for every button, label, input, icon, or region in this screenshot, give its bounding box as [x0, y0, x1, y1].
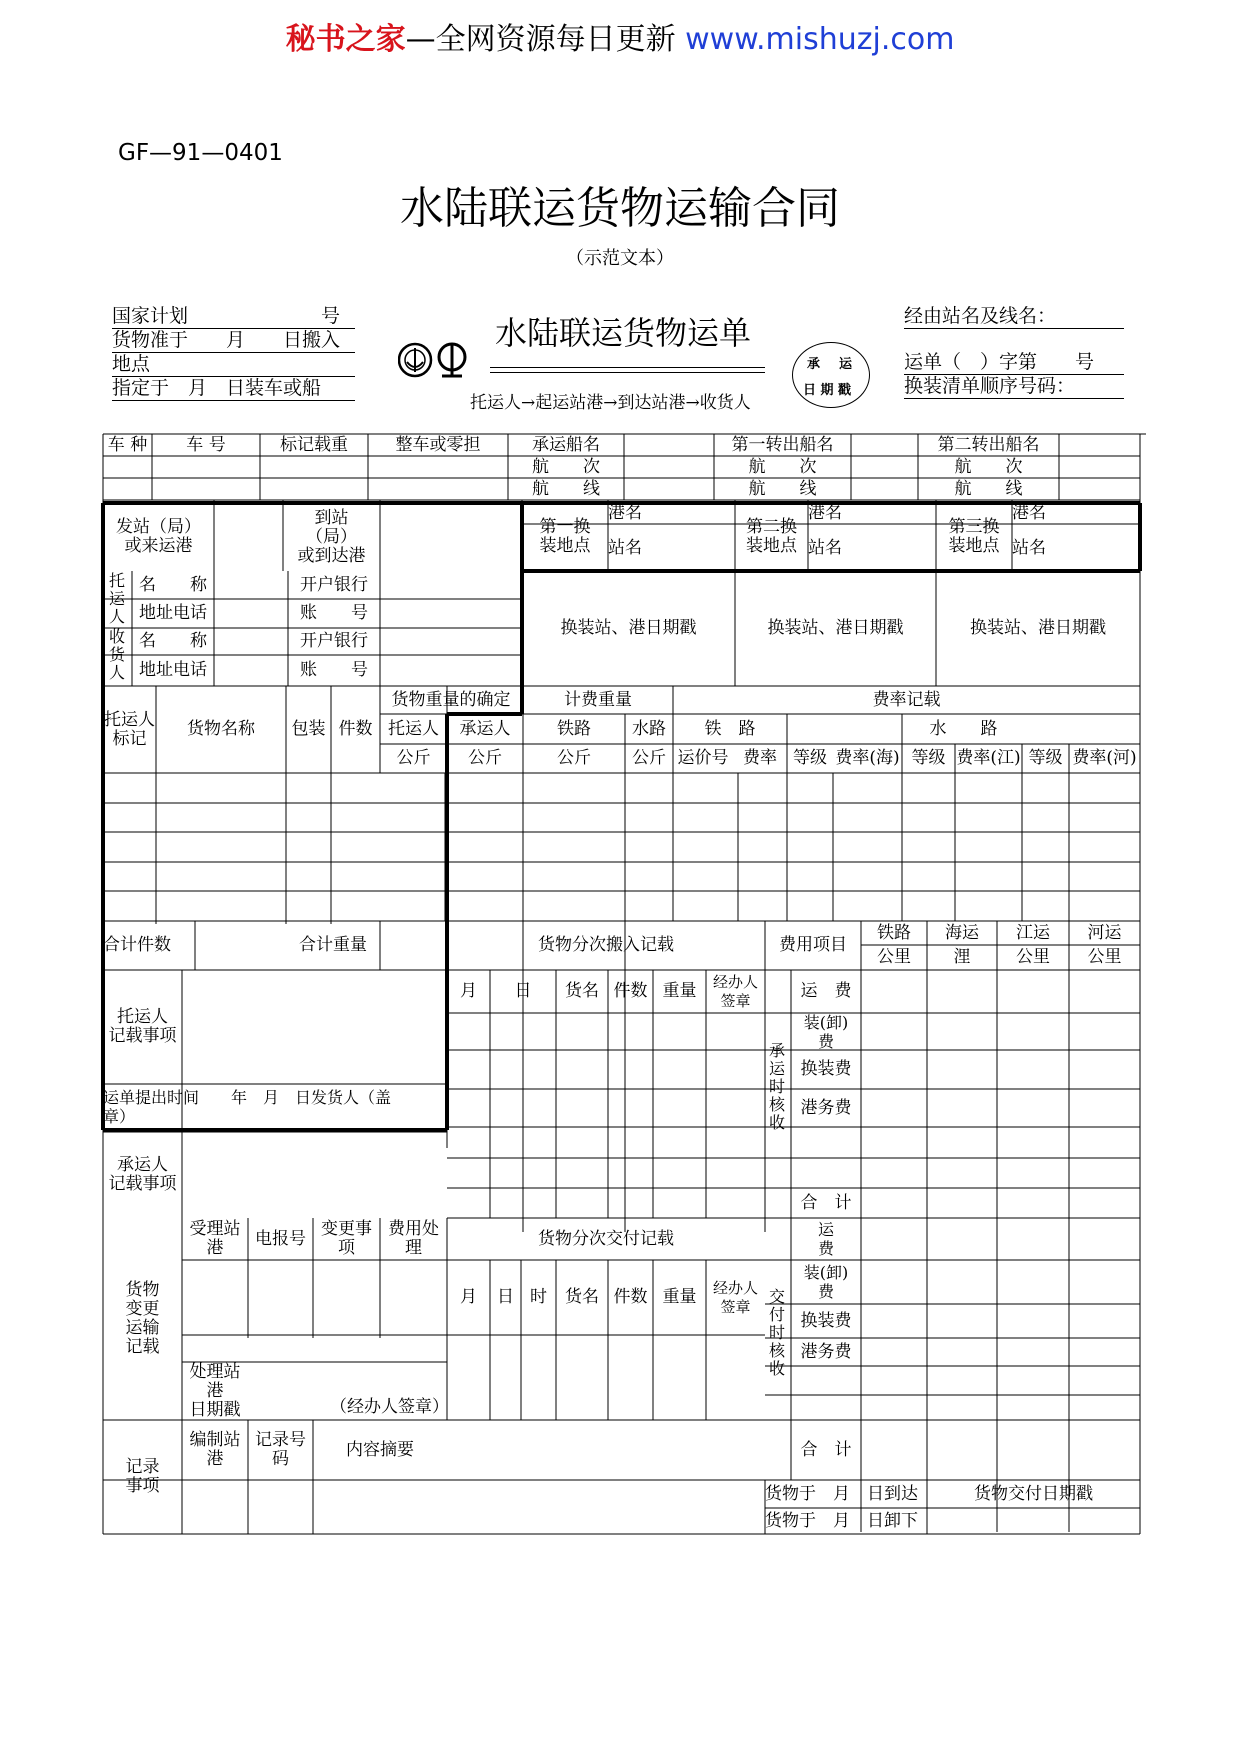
consignee-name-label: 名 称 — [139, 631, 207, 651]
plan-number-field[interactable]: 国家计划 号 — [112, 305, 355, 329]
location-field[interactable]: 地点 — [112, 353, 355, 377]
rate-river-label: 费率(江) — [956, 748, 1021, 768]
consignee-vertical-label: 收 货 人 — [108, 627, 125, 682]
transfer-station-label: 站名 — [808, 537, 842, 558]
weight-shipper-label: 托运人 — [388, 718, 439, 739]
billing-water-label: 水路 — [632, 718, 666, 739]
change-record-label: 货物 变更 运输 记载 — [125, 1280, 160, 1357]
port-fee-label: 港务费 — [800, 1097, 852, 1118]
port-fee-label: 港务费 — [800, 1341, 852, 1362]
total-fee-label: 合 计 — [800, 1439, 852, 1460]
col-car-type: 车 种 — [107, 434, 148, 455]
rate-sea-label: 费率(海) — [835, 748, 900, 768]
total-weight-label: 合计重量 — [299, 935, 367, 955]
transfer-port-label: 港名 — [608, 503, 642, 523]
fee-item-label: 费用项目 — [779, 935, 847, 955]
goods-label: 货名 — [565, 981, 599, 1001]
consignee-account-label: 账 号 — [300, 660, 368, 680]
handler-sign-label: 经办人 签章 — [712, 1278, 758, 1316]
handler-sign-label: 经办人 签章 — [712, 972, 758, 1010]
km-label: 公里 — [877, 947, 911, 967]
transfer-point-2: 第二换 装地点 — [746, 517, 797, 556]
fee-river-label: 江运 — [1016, 922, 1050, 943]
voyage-label: 航 次 — [532, 456, 600, 477]
carrier-check-vertical-label: 承 运 时 核 收 — [768, 1041, 785, 1132]
freight-class-label: 运价号 — [677, 748, 729, 768]
arrival-station-label: 到站 （局） 或到达港 — [297, 507, 366, 566]
banner-slogan: —全网资源每日更新 — [405, 22, 686, 57]
total-count-label: 合计件数 — [103, 935, 171, 955]
delivery-record-label: 货物分次交付记载 — [538, 1228, 674, 1249]
shipper-address-label: 地址电话 — [139, 603, 207, 623]
transfer-port-label: 港名 — [808, 503, 842, 523]
move-in-date-field[interactable]: 货物准于 月 日搬入 — [112, 329, 355, 353]
loading-fee-label: 装(卸) 费 — [803, 1012, 849, 1051]
grade-label: 等级 — [793, 748, 827, 768]
stamp-char: 承 — [807, 357, 821, 372]
freight-fee-label: 运 费 — [800, 981, 852, 1001]
rate-label: 费率 — [743, 748, 777, 768]
loading-date-field[interactable]: 指定于 月 日装车或船 — [112, 377, 355, 401]
nmi-label: 浬 — [953, 947, 971, 967]
processing-stamp-label: 处理站港 日期戳 — [189, 1361, 241, 1420]
col-load-type: 整车或零担 — [395, 434, 481, 455]
stamp-label: 日 期 戳 — [803, 383, 852, 398]
day-label: 日 — [514, 981, 532, 1001]
delivery-stamp-label: 货物交付日期戳 — [974, 1483, 1093, 1504]
shipper-mark-label: 托运人 标记 — [104, 709, 155, 749]
shipper-notes-label: 托运人 记载事项 — [108, 1007, 177, 1046]
consignee-address-label: 地址电话 — [139, 660, 207, 680]
col-rated-load: 标记载重 — [280, 434, 348, 455]
shipper-name-label: 名 称 — [139, 574, 207, 595]
content-summary-label: 内容摘要 — [346, 1439, 414, 1460]
weight-carrier-label: 承运人 — [459, 718, 511, 739]
transfer-point-3: 第三换 装地点 — [948, 517, 1000, 556]
kg-label: 公斤 — [557, 748, 591, 768]
waybill-route: 托运人→起运站港→到达站港→收货人 — [470, 393, 751, 413]
goods-label: 货名 — [565, 1287, 599, 1307]
transfer-port-label: 港名 — [1012, 503, 1046, 523]
weight-label: 重量 — [662, 981, 697, 1001]
goods-name-label: 货物名称 — [187, 719, 255, 739]
contract-code: GF—91—0401 — [118, 140, 283, 166]
fee-sea-label: 海运 — [945, 922, 979, 943]
document-subtitle: （示范文本） — [566, 248, 674, 269]
weight-label: 重量 — [662, 1287, 697, 1307]
loading-fee-label: 装(卸) 费 — [803, 1263, 849, 1301]
unload-date-label: 货物于 月 日卸下 — [765, 1510, 918, 1531]
route-station-field[interactable]: 经由站名及线名： — [904, 305, 1124, 329]
submit-time-label: 运单提出时间 年 月 日发货人（盖 章） — [103, 1088, 392, 1126]
fee-handling-label: 费用处理 — [388, 1219, 439, 1258]
transfer-date-stamp: 换装站、港日期戳 — [560, 618, 697, 638]
transfer-date-stamp: 换装站、港日期戳 — [767, 618, 904, 638]
grade-label: 等级 — [1028, 748, 1063, 768]
consignee-bank-label: 开户银行 — [300, 631, 368, 651]
carrier-notes-label: 承运人 记载事项 — [108, 1155, 177, 1194]
accepting-station-label: 受理站港 — [189, 1219, 241, 1258]
rate-river-label: 费率(河) — [1072, 748, 1137, 768]
route-line-label: 航 线 — [954, 478, 1023, 499]
day-label: 日 — [497, 1287, 514, 1307]
change-item-label: 变更事项 — [321, 1219, 372, 1258]
shipper-account-label: 账 号 — [300, 603, 368, 623]
telegram-no-label: 电报号 — [255, 1228, 306, 1249]
col-ship-name: 承运船名 — [532, 434, 600, 455]
transfer-fee-label: 换装费 — [800, 1059, 852, 1079]
kg-label: 公斤 — [468, 748, 502, 768]
rail-rate-label: 铁 路 — [704, 718, 756, 739]
count-label: 件数 — [613, 981, 648, 1001]
col-car-number: 车 号 — [186, 434, 226, 455]
transfer-date-stamp: 换装站、港日期戳 — [970, 618, 1106, 638]
banner-brand: 秘书之家 — [285, 22, 406, 57]
arrival-date-label: 货物于 月 日到达 — [765, 1483, 918, 1504]
kg-label: 公斤 — [396, 748, 431, 768]
weight-confirm-label: 货物重量的确定 — [391, 689, 511, 710]
waybill-number-field[interactable]: 运单（ ）字第 号 — [904, 351, 1124, 375]
delivery-check-vertical-label: 交 付 时 核 收 — [768, 1287, 785, 1378]
record-station-label: 编制站港 — [189, 1430, 241, 1469]
col-second-ship: 第二转出船名 — [937, 434, 1040, 455]
packing-label: 包装 — [291, 719, 326, 739]
transfer-list-field[interactable]: 换装清单顺序号码： — [904, 375, 1124, 399]
kg-label: 公斤 — [632, 748, 666, 768]
km-label: 公里 — [1087, 947, 1122, 967]
piece-count-label: 件数 — [338, 719, 373, 739]
col-first-ship: 第一转出船名 — [731, 434, 834, 455]
transfer-station-label: 站名 — [608, 537, 642, 558]
billing-weight-label: 计费重量 — [564, 689, 632, 710]
waybill-title: 水陆联运货物运单 — [495, 314, 752, 352]
count-label: 件数 — [613, 1287, 648, 1307]
departure-station-label: 发站（局） 或来运港 — [116, 517, 201, 556]
total-fee-label: 合 计 — [800, 1192, 852, 1213]
km-label: 公里 — [1016, 947, 1050, 967]
month-label: 月 — [460, 981, 477, 1001]
water-rate-label: 水 路 — [929, 718, 998, 739]
transfer-point-1: 第一换 装地点 — [539, 517, 591, 556]
banner-url[interactable]: www.mishuzj.com — [685, 22, 955, 57]
rate-record-label: 费率记载 — [872, 689, 941, 710]
shipper-vertical-label: 托 运 人 — [108, 571, 125, 626]
record-number-label: 记录号码 — [255, 1430, 306, 1469]
route-line-label: 航 线 — [748, 478, 817, 499]
shipper-bank-label: 开户银行 — [300, 574, 368, 595]
transfer-fee-label: 换装费 — [800, 1310, 852, 1331]
transfer-station-label: 站名 — [1012, 537, 1046, 558]
handler-signature-label: （经办人签章） — [330, 1397, 449, 1417]
stamp-char: 运 — [839, 357, 853, 372]
month-label: 月 — [460, 1287, 477, 1307]
hour-label: 时 — [530, 1287, 547, 1307]
grade-label: 等级 — [911, 748, 946, 768]
record-items-label: 记录 事项 — [125, 1457, 160, 1496]
billing-rail-label: 铁路 — [557, 718, 591, 739]
fee-river-label: 河运 — [1087, 922, 1122, 943]
load-record-label: 货物分次搬入记载 — [538, 935, 674, 955]
voyage-label: 航 次 — [954, 456, 1023, 477]
document-title: 水陆联运货物运输合同 — [400, 183, 840, 234]
freight-fee-label: 运 费 — [817, 1220, 834, 1258]
fee-rail-label: 铁路 — [877, 922, 911, 943]
voyage-label: 航 次 — [748, 456, 817, 477]
route-line-label: 航 线 — [532, 478, 600, 499]
